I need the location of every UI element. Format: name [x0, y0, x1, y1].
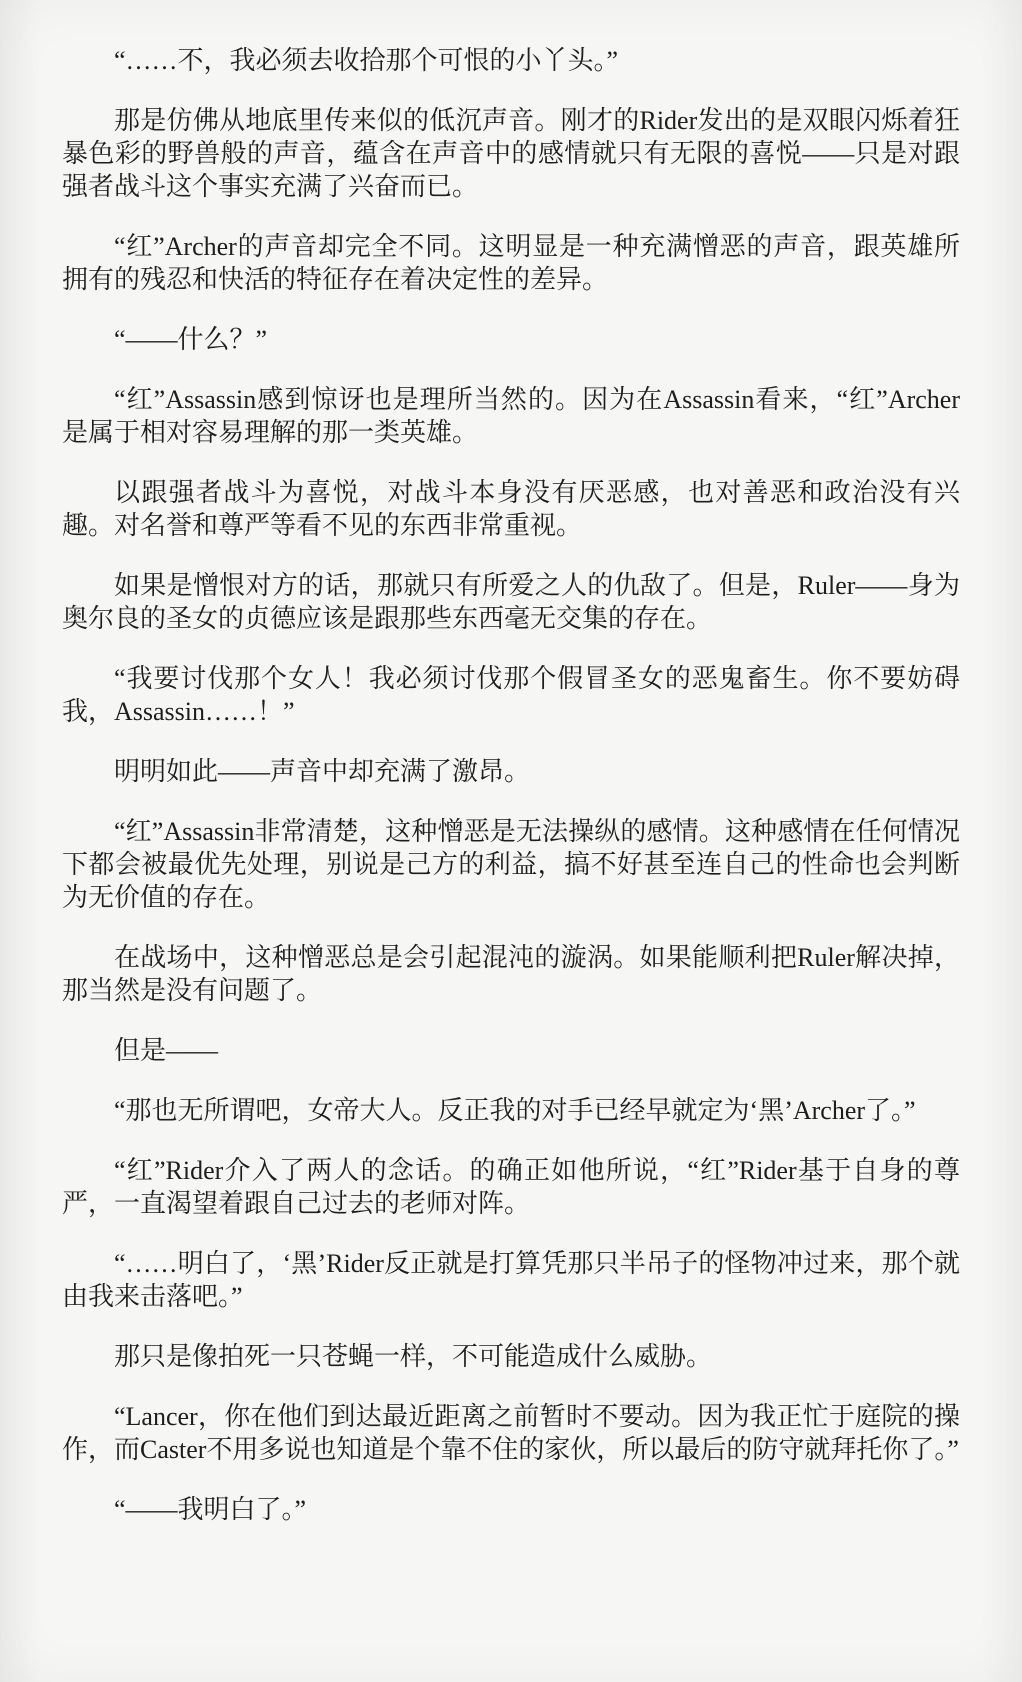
paragraph-narration: 明明如此——声音中却充满了激昂。	[114, 757, 531, 786]
paragraph-dialogue: “Lancer，你在他们到达最近距离之前暂时不要动。因为我正忙于庭院的操作，而Caster不用多说也知道是个靠不住的家伙，所以最后的防守就拜托你了。”	[62, 1402, 960, 1464]
paragraph-dialogue: “——我明白了。”	[114, 1495, 307, 1524]
paragraph-narration: 如果是憎恨对方的话，那就只有所爱之人的仇敌了。但是，Ruler——身为奥尔良的圣女的贞德应该是跟那些东西毫无交集的存在。	[62, 571, 960, 633]
paragraph-narration: 但是——	[114, 1036, 219, 1065]
paragraph-narration: “红”Assassin感到惊讶也是理所当然的。因为在Assassin看来，“红”Archer是属于相对容易理解的那一类英雄。	[62, 385, 960, 447]
paragraph-narration: “红”Rider介入了两人的念话。的确正如他所说，“红”Rider基于自身的尊严，一直渴望着跟自己过去的老师对阵。	[62, 1156, 960, 1218]
paragraph-dialogue: “我要讨伐那个女人！我必须讨伐那个假冒圣女的恶鬼畜生。你不要妨碍我，Assassin……！”	[62, 664, 960, 726]
paragraph-dialogue: “那也无所谓吧，女帝大人。反正我的对手已经早就定为‘黑’Archer了。”	[114, 1096, 916, 1125]
paragraph-narration: 以跟强者战斗为喜悦，对战斗本身没有厌恶感，也对善恶和政治没有兴趣。对名誉和尊严等看不见的东西非常重视。	[62, 478, 960, 540]
paragraph-narration: 在战场中，这种憎恶总是会引起混沌的漩涡。如果能顺利把Ruler解决掉，那当然是没有问题了。	[62, 943, 960, 1005]
paragraph-dialogue: “——什么？”	[114, 325, 268, 354]
paragraph-narration: 那是仿佛从地底里传来似的低沉声音。刚才的Rider发出的是双眼闪烁着狂暴色彩的野兽般的声音，蕴含在声音中的感情就只有无限的喜悦——只是对跟强者战斗这个事实充满了兴奋而已。	[62, 106, 960, 201]
paragraph-narration: “红”Archer的声音却完全不同。这明显是一种充满憎恶的声音，跟英雄所拥有的残忍和快活的特征存在着决定性的差异。	[62, 232, 960, 294]
paragraph-narration: 那只是像拍死一只苍蝇一样，不可能造成什么威胁。	[114, 1342, 713, 1371]
paragraph-dialogue: “……明白了，‘黑’Rider反正就是打算凭那只半吊子的怪物冲过来，那个就由我来击落吧。”	[62, 1249, 960, 1311]
paragraph-narration: “红”Assassin非常清楚，这种憎恶是无法操纵的感情。这种感情在任何情况下都会被最优先处理，别说是己方的利益，搞不好甚至连自己的性命也会判断为无价值的存在。	[62, 817, 960, 912]
page-text-body	[62, 44, 960, 1526]
paragraph-dialogue: “……不，我必须去收拾那个可恨的小丫头。”	[114, 46, 619, 75]
